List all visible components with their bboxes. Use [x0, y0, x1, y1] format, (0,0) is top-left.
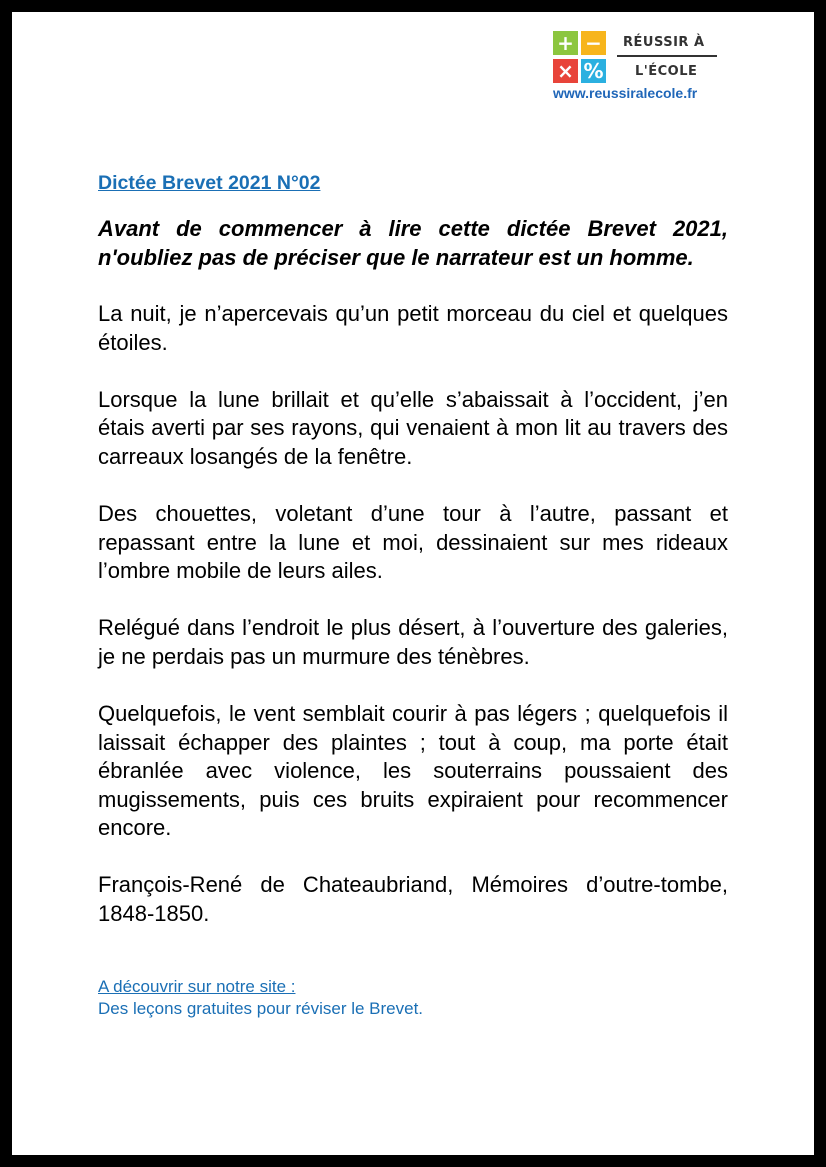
document-page [12, 12, 814, 1155]
percent-icon: % [581, 59, 606, 83]
source-citation: François-René de Chateaubriand, Mémoires d’outre-tombe, 1848-1850. [98, 872, 728, 926]
site-url[interactable]: www.reussiralecole.fr [553, 85, 698, 101]
site-logo[interactable] [553, 31, 743, 109]
footer [98, 976, 728, 1020]
paragraph-2: Lorsque la lune brillait et qu’elle s’abaissait à l’occident, j’en étais averti par ses rayons, qui venaient à mon lit au travers des carreaux losangés de la fenêtre. [98, 386, 728, 469]
plus-icon: + [553, 31, 578, 55]
intro-instruction: Avant de commencer à lire cette dictée Brevet 2021, n'oubliez pas de préciser que le narrateur est un homme. [98, 216, 728, 270]
footer-link[interactable]: A découvrir sur notre site : [98, 976, 296, 996]
multiply-icon: × [553, 59, 578, 83]
minus-icon: − [581, 31, 606, 55]
paragraph-5: Quelquefois, le vent semblait courir à pas légers ; quelquefois il laissait échapper des plaintes ; tout à coup, ma porte était ébranlée avec violence, les souterrains poussaient des mugissements, puis ces bruits expiraient pour recommencer encore. [98, 700, 728, 841]
paragraph-3: Des chouettes, voletant d’une tour à l’autre, passant et repassant entre la lune et moi, dessinaient sur mes rideaux l’ombre mobile de leurs ailes. [98, 500, 728, 584]
logo-name-line2: L'ÉCOLE [635, 64, 698, 79]
logo-tiles [553, 31, 608, 83]
logo-divider [617, 55, 717, 57]
footer-text[interactable]: Des leçons gratuites pour réviser le Brevet. [98, 998, 424, 1018]
paragraph-1: La nuit, je n’apercevais qu’un petit morceau du ciel et quelques étoiles. [98, 301, 728, 355]
logo-name-line1: RÉUSSIR À [623, 35, 705, 50]
document-title[interactable]: Dictée Brevet 2021 N°02 [98, 172, 321, 194]
paragraph-4: Relégué dans l’endroit le plus désert, à l’ouverture des galeries, je ne perdais pas un murmure des ténèbres. [98, 615, 728, 669]
document-content [98, 170, 728, 1020]
